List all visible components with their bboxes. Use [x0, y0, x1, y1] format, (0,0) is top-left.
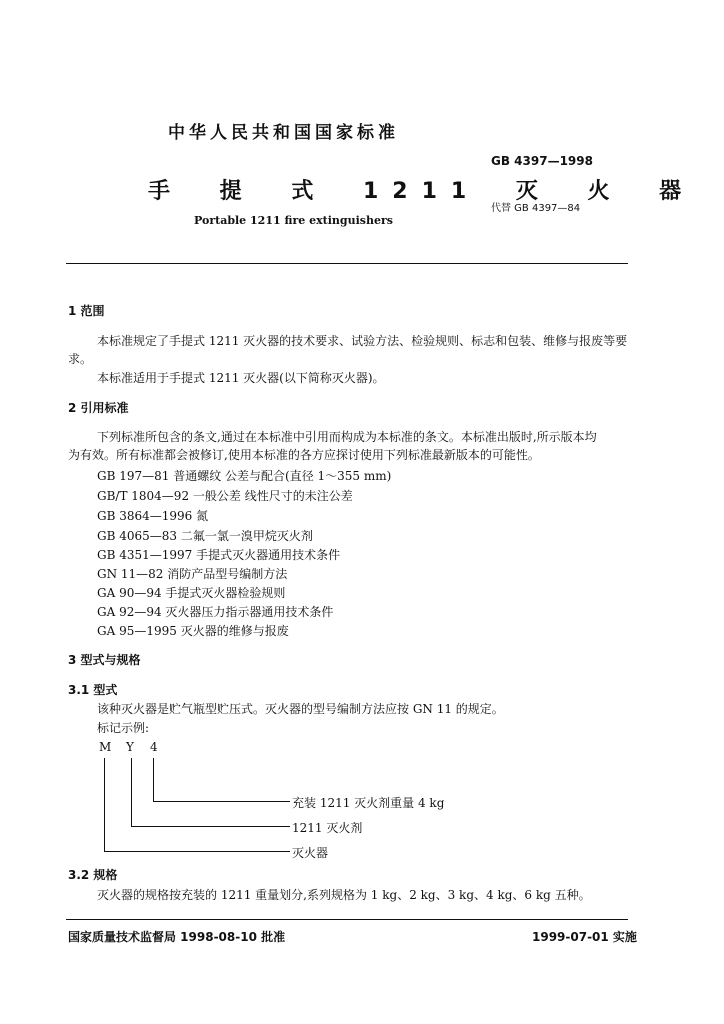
marking-example-label: 标记示例: — [97, 721, 150, 735]
mark-label-extinguisher: 灭火器 — [292, 846, 329, 860]
replaces-standard: 代替 GB 4397—84 — [491, 203, 581, 214]
document-title-cn: 手 提 式 1211 灭 火 器 — [148, 179, 696, 204]
section-scope-heading: 1 范围 — [68, 304, 105, 318]
mark-label-weight: 充装 1211 灭火剂重量 4 kg — [292, 796, 445, 810]
footer-divider — [66, 919, 628, 920]
mark-leader-m-vertical — [104, 758, 105, 851]
header-divider — [66, 263, 628, 264]
scope-paragraph-1-cont: 求。 — [68, 352, 93, 366]
refs-intro: 下列标准所包含的条文,通过在本标准中引用而构成为本标准的条文。本标准出版时,所示版本均 — [97, 430, 597, 444]
ref-item: GB 3864—1996 氮 — [97, 509, 209, 523]
mark-letter-4: 4 — [150, 740, 158, 754]
standard-title: 中华人民共和国国家标准 — [168, 123, 399, 143]
approval-info: 国家质量技术监督局 1998-08-10 批准 — [68, 930, 286, 944]
ref-item: GA 92—94 灭火器压力指示器通用技术条件 — [97, 605, 334, 619]
spec-description: 灭火器的规格按充装的 1211 重量划分,系列规格为 1 kg、2 kg、3 kg、4 kg、6 kg 五种。 — [97, 888, 591, 902]
ref-item: GA 90—94 手提式灭火器检验规则 — [97, 586, 286, 600]
mark-leader-4-vertical — [153, 758, 154, 801]
ref-item: GB/T 1804—92 一般公差 线性尺寸的未注公差 — [97, 489, 353, 503]
ref-item: GB 197—81 普通螺纹 公差与配合(直径 1～355 mm) — [97, 469, 392, 483]
mark-leader-y-horizontal — [131, 826, 290, 827]
section-refs-heading: 2 引用标准 — [68, 401, 129, 415]
mark-leader-y-vertical — [131, 758, 132, 826]
mark-leader-4-horizontal — [153, 801, 290, 802]
scope-paragraph-2: 本标准适用于手提式 1211 灭火器(以下简称灭火器)。 — [97, 371, 385, 385]
type-description: 该种灭火器是贮气瓶型贮压式。灭火器的型号编制方法应按 GN 11 的规定。 — [97, 702, 504, 716]
document-title-en: Portable 1211 fire extinguishers — [194, 214, 393, 227]
subsection-type-heading: 3.1 型式 — [68, 683, 118, 697]
mark-letter-y: Y — [126, 740, 134, 754]
ref-item: GA 95—1995 灭火器的维修与报废 — [97, 624, 289, 638]
mark-leader-m-horizontal — [104, 851, 290, 852]
ref-item: GB 4351—1997 手提式灭火器通用技术条件 — [97, 548, 341, 562]
mark-letter-m: M — [99, 740, 112, 754]
subsection-spec-heading: 3.2 规格 — [68, 868, 118, 882]
implementation-date: 1999-07-01 实施 — [532, 930, 637, 944]
standard-code: GB 4397—1998 — [491, 154, 593, 168]
mark-label-agent: 1211 灭火剂 — [292, 821, 363, 835]
refs-intro-cont: 为有效。所有标准都会被修订,使用本标准的各方应探讨使用下列标准最新版本的可能性。 — [68, 448, 540, 462]
ref-item: GN 11—82 消防产品型号编制方法 — [97, 567, 288, 581]
ref-item: GB 4065—83 二氟一氯一溴甲烷灭火剂 — [97, 529, 313, 543]
section-types-heading: 3 型式与规格 — [68, 653, 141, 667]
scope-paragraph-1: 本标准规定了手提式 1211 灭火器的技术要求、试验方法、检验规则、标志和包装、维修与报废等要 — [97, 334, 628, 348]
